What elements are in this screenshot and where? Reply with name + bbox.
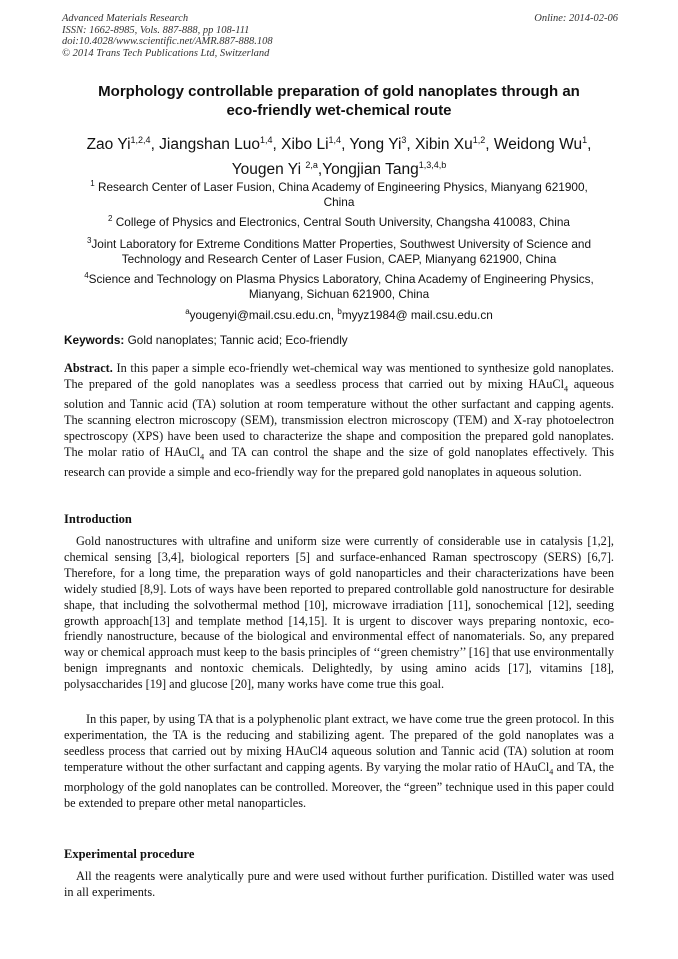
- affil-text: China: [323, 195, 355, 210]
- author-affil-sup: 1,3,4,b: [418, 160, 447, 171]
- author-affil-sup: 3: [401, 135, 407, 145]
- affil-text: College of Physics and Electronics, Central South University, Changsha 410083, China: [115, 214, 570, 229]
- author-name: , Xibo Li: [272, 136, 329, 154]
- email-sup: b: [337, 307, 342, 316]
- paper-title: [60, 82, 618, 120]
- copyright-line: © 2014 Trans Tech Publications Ltd, Switzerland: [62, 47, 270, 59]
- affiliation-2: [60, 211, 618, 230]
- email-b: myyz1984@ mail.csu.edu.cn: [341, 307, 493, 322]
- title-line-1: Morphology controllable preparation of gold nanoplates through an: [98, 83, 580, 100]
- keywords: [64, 333, 616, 347]
- author-name: , Yong Yi: [341, 136, 402, 154]
- journal-header: [62, 13, 618, 59]
- paragraph-text: All the reagents were analytically pure and were used without further purification. Distilled water was used in all experiments.: [64, 869, 614, 899]
- journal-name: Advanced Materials Research: [62, 13, 189, 24]
- abstract-text: In this paper a simple eco-friendly wet-chemical way was mentioned to synthesize gold nanoplates. The prepared of the gold nanoplates was a seedless process that carried out by mixing HAuCl: [64, 361, 614, 391]
- online-date: Online: 2014-02-06: [534, 13, 618, 24]
- affil-sup: 2: [108, 214, 113, 223]
- abstract-text: and TA can control the shape and the size of gold nanoplates effectively. This research can provide a simple and eco-friendly way for the prepared gold nanoplates in aqueous solution.: [64, 444, 614, 480]
- author-name: ,Yongjian Tang: [317, 161, 419, 179]
- affiliation-3: [60, 233, 618, 268]
- paragraph-text: Gold nanostructures with ultrafine and uniform size were currently of considerable use in catalysis [1,2], chemical sensing [3,4], biological reporters [5] and surface-enhanced Raman spectroscopy (SERS) [6,7]. Therefore, for a long time, the preparation ways of gold nanoparticles and their characterizations have been widely studied [8,9]. Lots of ways have been reported to prepared controllable gold nanostructure for desirable shape, that including the solvothermal method [10], microwave irradiation [11], sonochemical [12], seeding growth approach[13] and template method [14,15]. It is urgent to discover ways preparing nontoxic, eco-friendly nanostructure, because of the biological and environmental effect of nanomaterials. So, any prepared way or chemical approach must keep to the basis principles of ‘‘green chemistry’’ [16] that use environmentally benign impregnants and nontoxic chemicals. Delightedly, by using amino acids [17], vitamins [18], polysaccharides [19] and glucose [20], many works have come true this goal.: [64, 534, 614, 692]
- issn-line: ISSN: 1662-8985, Vols. 887-888, pp 108-111: [62, 24, 250, 36]
- abstract-text: aqueous solution and Tannic acid (TA) solution at room temperature without the other surfactant and capping agents. The scanning electron microscopy (SEM), transmission electron microscopy (TEM) and X-ray photoelectron spectroscopy (XPS) have been used to characterize the shape and composition the prepared gold nanoplates. The molar ratio of HAuCl: [64, 376, 614, 459]
- author-name: , Weidong Wu: [485, 136, 583, 154]
- affil-sup: 4: [84, 271, 89, 280]
- affil-sup: 3: [86, 236, 92, 245]
- affil-text: Joint Laboratory for Extreme Conditions Matter Properties, Southwest University of Science and: [91, 236, 592, 251]
- author-affil-sup: 1: [582, 135, 588, 145]
- abstract: [64, 361, 614, 481]
- subscript: 4: [200, 452, 205, 462]
- email-a: yougenyi@mail.csu.edu.cn,: [189, 307, 338, 322]
- abstract-label: Abstract.: [64, 361, 113, 375]
- introduction-heading: Introduction: [64, 512, 132, 526]
- author-name: Zao Yi: [86, 136, 131, 154]
- affil-text: Mianyang, Sichuan 621900, China: [248, 287, 430, 302]
- author-affil-sup: 1,4: [260, 135, 273, 145]
- doi-line: doi:10.4028/www.scientific.net/AMR.887-888.108: [62, 36, 273, 47]
- author-affil-sup: 2,a: [305, 160, 318, 171]
- keywords-label: Keywords:: [64, 333, 125, 347]
- email-line: [60, 304, 618, 323]
- affil-text: Technology and Research Center of Laser Fusion, CAEP, Mianyang 621900, China: [121, 252, 557, 267]
- introduction-paragraph-1: [64, 534, 614, 693]
- experimental-heading: Experimental procedure: [64, 847, 195, 861]
- author-affil-sup: 1,2,4: [130, 135, 151, 145]
- affiliation-4: [60, 268, 618, 303]
- introduction-paragraph-2: [64, 712, 614, 812]
- affil-text: Research Center of Laser Fusion, China Academy of Engineering Physics, Mianyang 621900,: [97, 179, 588, 194]
- paragraph-text: and TA, the morphology of the gold nanoplates can be controlled. Moreover, the “green” technique used in this paper could be extended to prepare other metal nanoparticles.: [64, 759, 614, 810]
- author-affil-sup: 1,2: [472, 135, 486, 145]
- author-affil-sup: 1,4: [328, 135, 342, 145]
- affiliation-1: [60, 176, 618, 211]
- affil-text: Science and Technology on Plasma Physics Laboratory, China Academy of Engineering Physics,: [88, 271, 594, 286]
- affil-sup: 1: [90, 179, 95, 188]
- author-name: , Jiangshan Luo: [150, 136, 261, 154]
- paragraph-text: In this paper, by using TA that is a polyphenolic plant extract, we have come true the green protocol. In this experimentation, the TA is the reducing and stabilizing agent. The prepared of the gold nanoplates was a seedless process that carried out by mixing HAuCl4 aqueous solution and Tannic acid (TA) solution at room temperature without the other surfactant and capping agents. By varying the molar ratio of HAuCl: [64, 712, 614, 774]
- author-list: [50, 130, 628, 180]
- subscript: 4: [549, 767, 554, 777]
- subscript: 4: [564, 384, 568, 394]
- author-line-1: Zao Yi$^{1,2,4}$, Jiangshan Luo$^{1,4}$, Xibo Li$^{1,4}$, Yong Yi$^3$, Xibin Xu$^{1,2}$, Weidong Wu$^1$,: [86, 135, 592, 154]
- email-sup: a: [185, 307, 190, 316]
- author-name: , Xibin Xu: [406, 136, 473, 154]
- experimental-paragraph-1: [64, 869, 614, 901]
- keywords-text: Gold nanoplates; Tannic acid; Eco-friendly: [124, 333, 348, 347]
- author-name: Yougen Yi: [231, 161, 306, 179]
- title-line-2: eco-friendly wet-chemical route: [226, 102, 452, 119]
